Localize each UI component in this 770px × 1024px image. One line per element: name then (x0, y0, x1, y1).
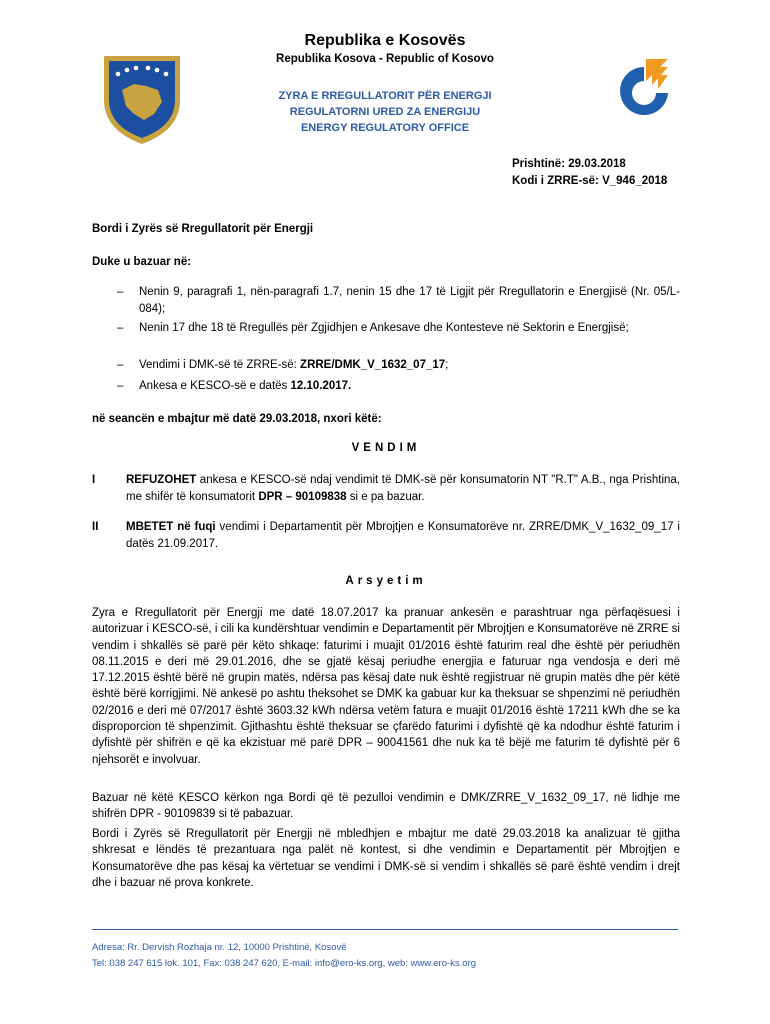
office-name-sq: ZYRA E RREGULLATORIT PËR ENERGJI (278, 90, 492, 102)
footer-divider (92, 929, 678, 930)
reasoning-heading: Arsyetim (345, 575, 427, 587)
bullet-dash: – (117, 286, 124, 298)
footer-address: Adresa: Rr. Dervish Rozhaja nr. 12, 10000 Prishtinë, Kosovë (92, 942, 347, 953)
office-name-sr: REGULATORNI URED ZA ENERGIJU (289, 106, 481, 118)
board-heading: Bordi i Zyrës së Rregullatorit për Energji (92, 223, 314, 235)
text-suffix: ; (445, 359, 449, 371)
complaint-date: 12.10.2017. (290, 380, 352, 392)
text-prefix: Ankesa e KESCO-së e datës (139, 380, 291, 392)
reasoning-paragraph: Bazuar në këtë KESCO kërkon nga Bordi që të pezulloi vendimin e DMK/ZRRE_V_1632_09_17, në lidhje me shifrën DPR - 90109839 si të pabazuar. (92, 792, 680, 821)
bullet-dash: – (117, 359, 124, 371)
decision-point (92, 472, 680, 506)
reasoning-paragraph: Bordi i Zyrës së Rregullatorit për Energji në mbledhjen e mbajtur me datë 29.03.2018 ka analizuar të gjitha shkresat e lëndës të prezantuara nga palët në kontest, si dhe vendimin e Departamentit për Mbrojtjen e Konsumatorëve dhe pas kësaj ka vërtetuar se vendimi i DMK-së si vendim i shkallës së parë është vendim i drejt dhe i bazuar në prova konkrete. (92, 828, 680, 889)
legal-basis-text: Nenin 9, paragrafi 1, nën-paragrafi 1.7, nenin 15 dhe 17 të Ligjit për Rregullatorin e Energjisë (Nr. 05/L-084); (139, 286, 680, 315)
legal-basis-item (92, 284, 680, 318)
session-line: në seancën e mbajtur më datë 29.03.2018, nxori këtë: (92, 413, 382, 425)
legal-basis-text: Nenin 17 dhe 18 të Rregullës për Zgjidhjen e Ankesave dhe Kontesteve në Sektorin e Energjisë; (139, 322, 629, 334)
point-body: vendimi i Departamentit për Mbrojtjen e Konsumatorëve nr. ZRRE/DMK_V_1632_09_17 i datës 21.09.2017. (126, 521, 680, 550)
text-prefix: Vendimi i DMK-së të ZRRE-së: (139, 359, 301, 371)
point-text (126, 472, 680, 505)
country-title: Republika e Kosovës (304, 32, 466, 49)
consumer-code: DPR – 90109838 (258, 490, 347, 503)
legal-basis-item (92, 357, 680, 375)
decision-heading: VENDIM (351, 442, 421, 454)
legal-basis-text (139, 357, 680, 374)
legal-basis-item (92, 378, 680, 396)
document-code: Kodi i ZRRE-së: V_946_2018 (512, 175, 668, 187)
decision-point (92, 519, 680, 553)
office-name-en: ENERGY REGULATORY OFFICE (300, 122, 470, 134)
point-number: I (92, 474, 96, 486)
point-body: ankesa e KESCO-së ndaj vendimit të DMK-së për konsumatorin NT "R.T" A.B., nga Prishtina, me shifër të konsumatorit (126, 474, 680, 503)
decision-reference: ZRRE/DMK_V_1632_07_17 (300, 359, 446, 371)
point-verdict: MBETET në fuqi (126, 521, 216, 533)
reasoning-paragraph: Zyra e Rregullatorit për Energji me datë 18.07.2017 ka pranuar ankesën e parashtruar nga përfaqësuesi i autorizuar i KESCO-së, i cili ka kundërshtuar vendimin e Departamentit për Mbrojtjen e Konsumatorëve në ZRRE si vendim i shkallës së parë për këto shkaqe: faturimi i muajit 01/2016 është faturim real dhe është për periudhën 08.11.2015 e deri më 29.01.2016, dhe se gjatë kësaj periudhe energjia e faturuar nga vendosja e deri më 17.12.2015 është bërë në grupin matës, ndërsa pas kësaj date nuk është regjistruar në grupin matës dhe për këtë është bërë korrigjimi. Në ankesë po ashtu theksohet se DMK ka gabuar kur ka theksuar se shpenzimi në periudhën 02/2016 e deri më 07/2017 është 3603.32 kWh ndërsa vetëm fatura e muajit 01/2016 është 17211 kWh dhe se ka disproporcion të shpenzimit. Gjithashtu është theksuar se çfarëdo faturimi i dyfishtë që ka ndodhur është faturim i dyfishtë për shifrën e që ka ekzistuar më parë DPR – 90041561 dhe nuk ka të bëjë me faturim të dyfishtë për 6 njehsorët e involvuar. (92, 607, 680, 766)
country-subtitle: Republika Kosova - Republic of Kosovo (276, 53, 494, 65)
point-body-end: si e pa bazuar. (346, 490, 425, 503)
footer-contact: Tel: 038 247 615 lok. 101, Fax: 038 247 620, E-mail: info@ero-ks.org, web: www.ero-ks.org (92, 958, 477, 969)
legal-basis-item (92, 320, 680, 354)
point-verdict: REFUZOHET (126, 474, 197, 486)
bullet-dash: – (117, 380, 124, 392)
based-on-heading: Duke u bazuar në: (92, 256, 192, 268)
point-number: II (92, 521, 99, 533)
legal-basis-text (139, 378, 680, 395)
point-text (126, 519, 680, 552)
bullet-dash: – (117, 322, 124, 334)
document-date: Prishtinë: 29.03.2018 (512, 158, 626, 170)
